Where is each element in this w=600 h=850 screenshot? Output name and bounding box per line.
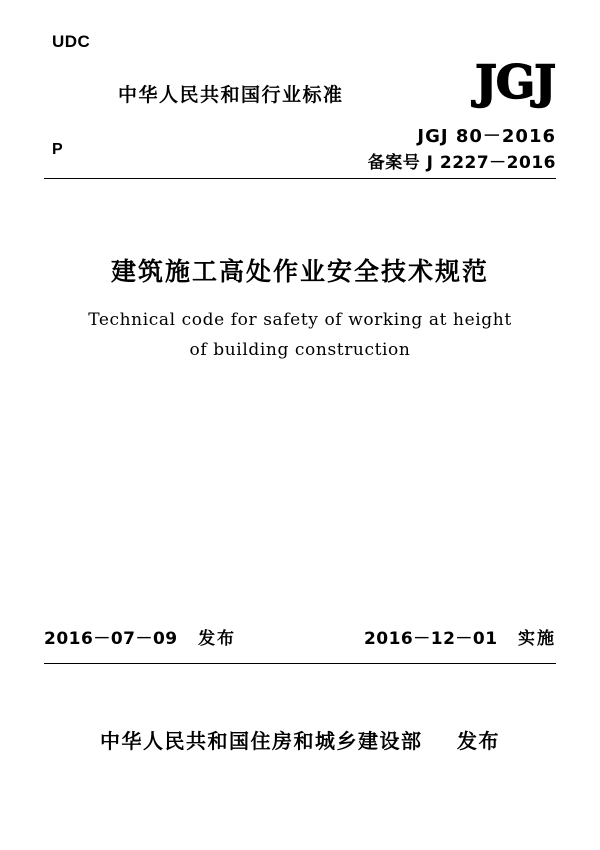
standard-series-title: 中华人民共和国行业标准 — [118, 84, 344, 106]
udc-label: UDC — [52, 32, 91, 51]
issue-date: 2016－07－09 — [44, 629, 178, 649]
standard-code: JGJ 80－2016 — [417, 126, 556, 147]
title-english-line-1: Technical code for safety of working at height — [88, 310, 512, 330]
issue-date-label: 发布 — [198, 629, 237, 649]
effective-date: 2016－12－01 — [363, 629, 498, 649]
page-title: 建筑施工高处作业安全技术规范 — [110, 257, 489, 286]
effective-date-group — [364, 624, 556, 649]
title-english-line-2: of building construction — [189, 340, 411, 360]
publisher-verb: 发布 — [456, 729, 500, 753]
divider-bottom — [44, 663, 556, 664]
record-number: 备案号 J 2227－2016 — [367, 153, 556, 173]
date-row — [44, 624, 556, 649]
page-title-english — [0, 305, 600, 365]
publisher-organization: 中华人民共和国住房和城乡建设部 — [100, 729, 423, 753]
jgj-logo: JGJ — [475, 55, 555, 109]
divider-top — [44, 178, 556, 179]
effective-date-label: 实施 — [518, 629, 556, 649]
issue-date-group — [44, 624, 236, 649]
classification-mark: P — [52, 141, 63, 158]
publisher-line — [0, 725, 600, 754]
